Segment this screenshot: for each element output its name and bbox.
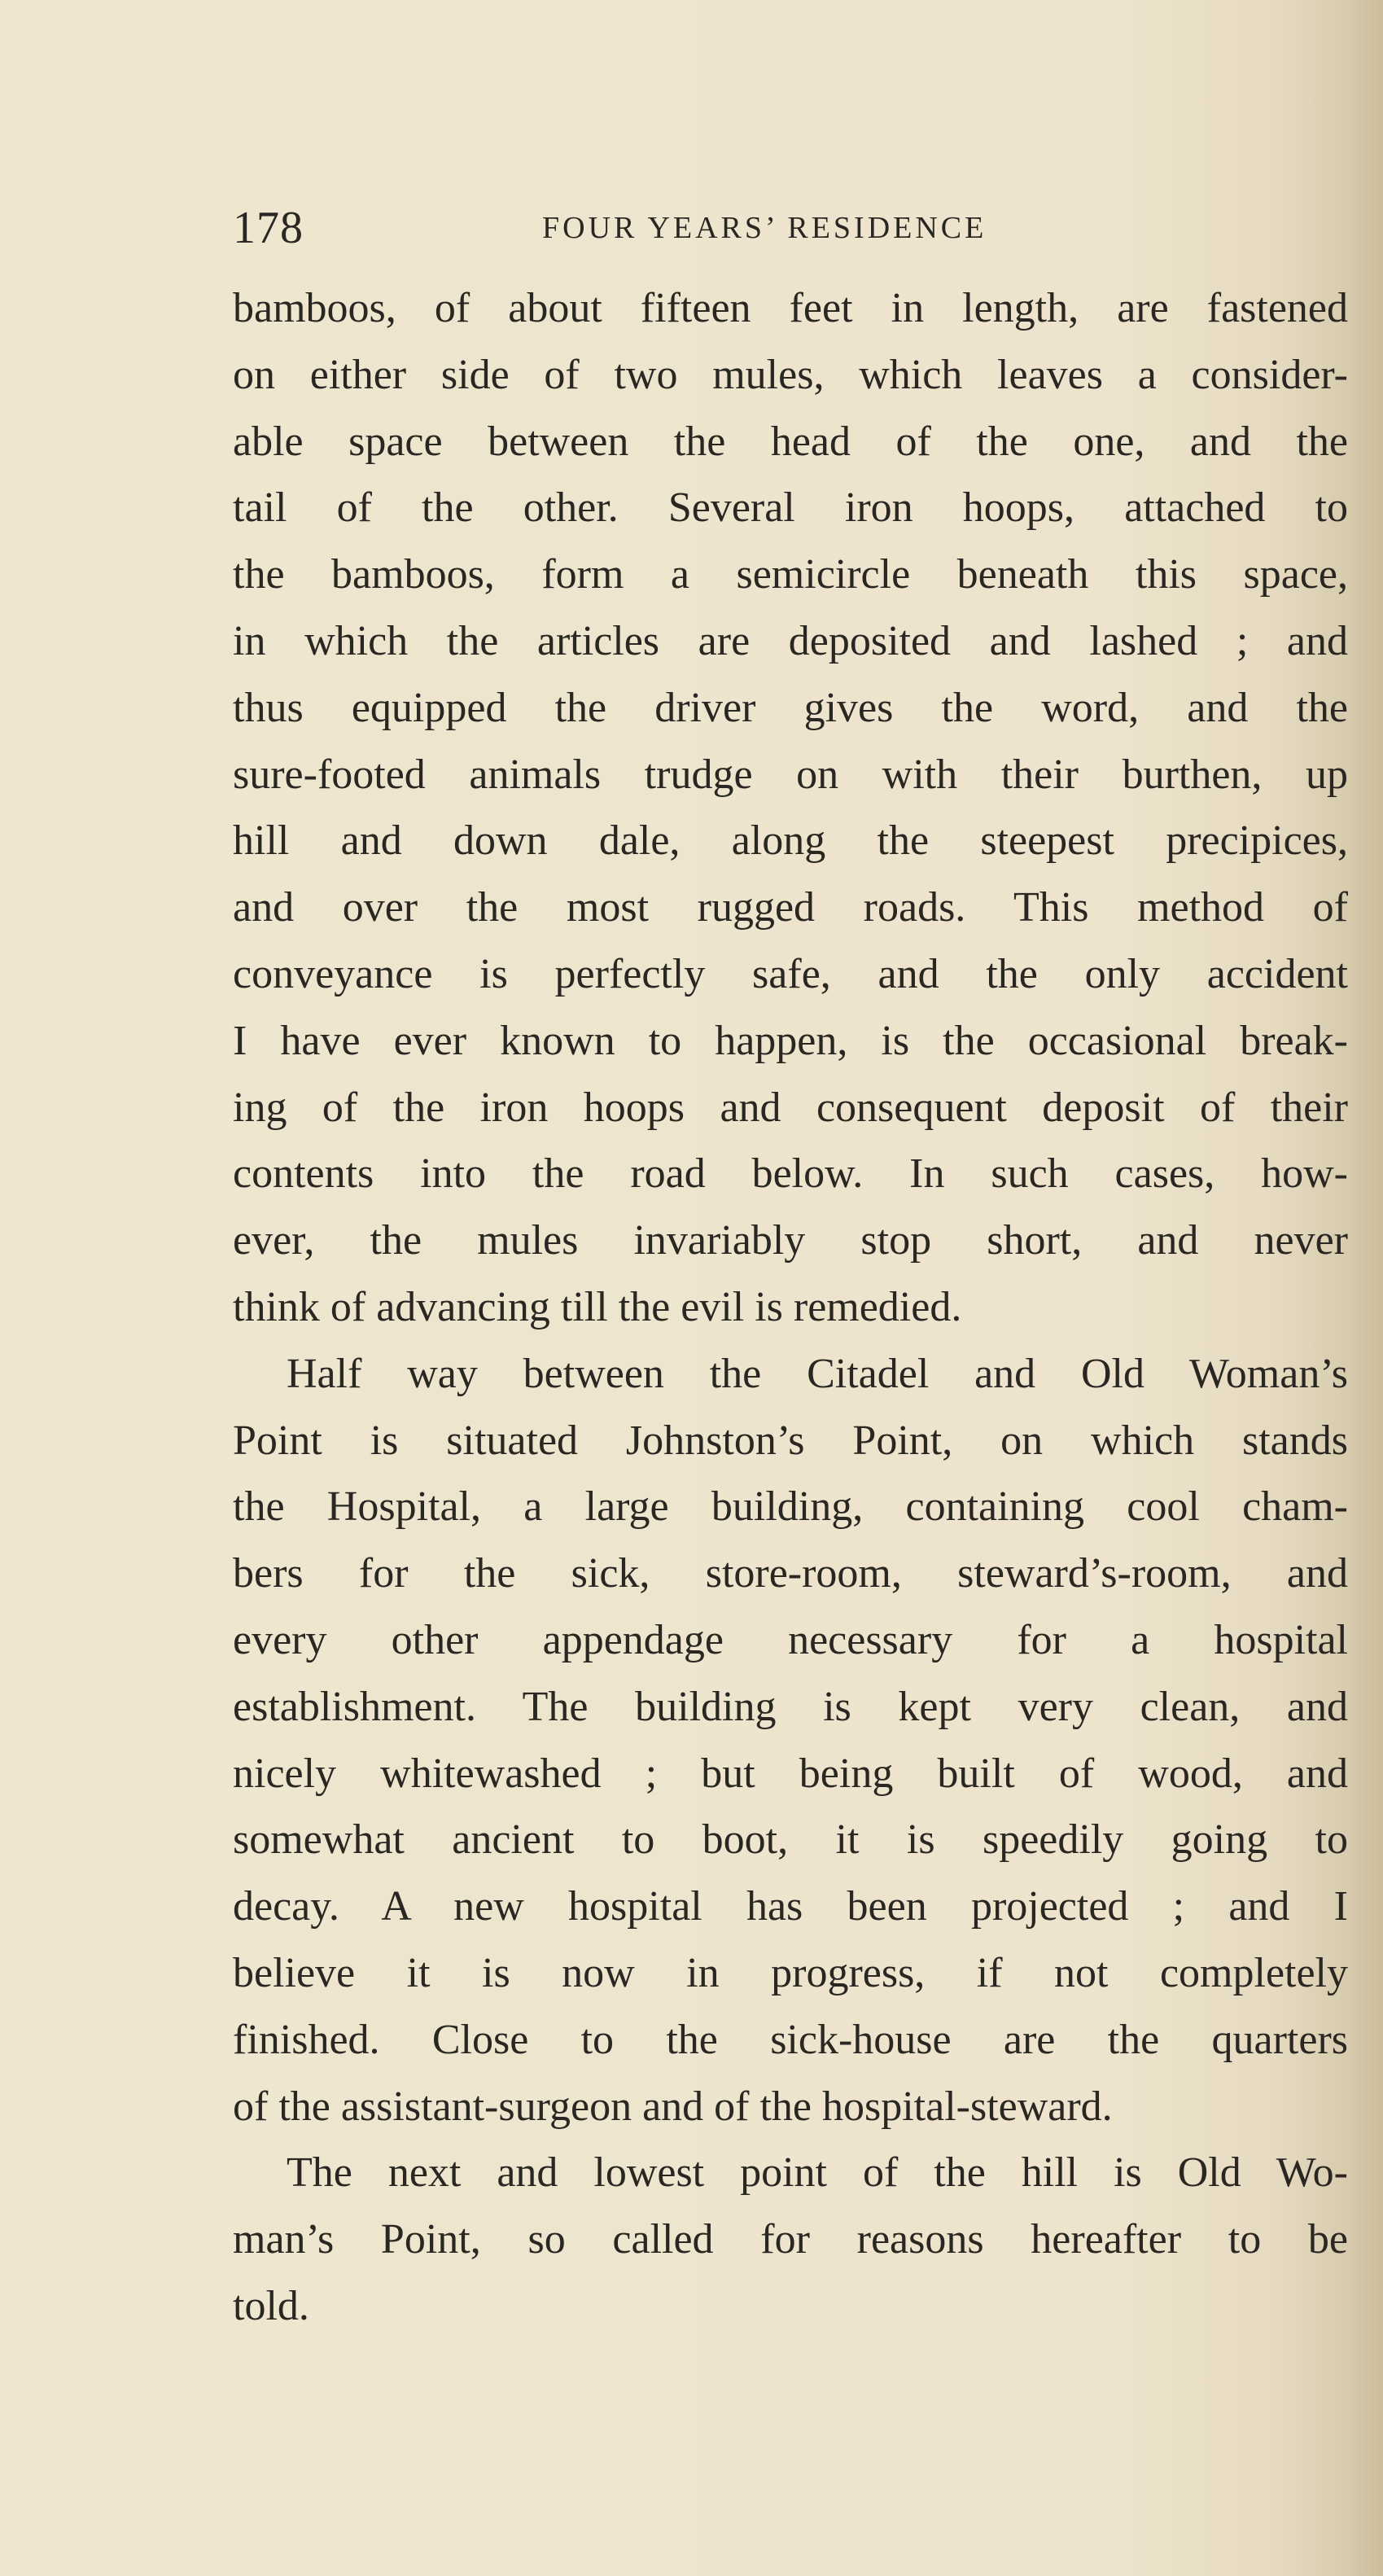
page-body-text (233, 275, 1348, 2340)
text-line: ing of the iron hoops and consequent deposit of their (233, 1084, 1348, 1131)
text-line: decay. A new hospital has been projected ; and I (233, 1883, 1348, 1930)
text-line: sure-footed animals trudge on with their burthen, up (233, 751, 1348, 798)
text-line: every other appendage necessary for a hospital (233, 1616, 1348, 1663)
page-number: 178 (233, 203, 304, 253)
text-line: the bamboos, form a semicircle beneath this space, (233, 551, 1348, 598)
text-line: in which the articles are deposited and lashed ; and (233, 617, 1348, 664)
text-line: Point is situated Johnston’s Point, on which stands (233, 1417, 1348, 1464)
text-line: contents into the road below. In such cases, how- (233, 1150, 1348, 1198)
text-line: man’s Point, so called for reasons hereafter to be (233, 2216, 1348, 2263)
paragraph-end-line: of the assistant-surgeon and of the hospital-steward. (233, 2083, 1113, 2130)
text-line: believe it is now in progress, if not completely (233, 1949, 1348, 1996)
text-line: the Hospital, a large building, containing cool cham- (233, 1483, 1348, 1531)
paragraph-start-line: The next and lowest point of the hill is Old Wo- (287, 2149, 1348, 2197)
text-line: somewhat ancient to boot, it is speedily going to (233, 1816, 1348, 1864)
text-line: ever, the mules invariably stop short, and never (233, 1217, 1348, 1264)
text-line: and over the most rugged roads. This method of (233, 884, 1348, 931)
text-line: establishment. The building is kept very clean, and (233, 1683, 1348, 1730)
text-line: conveyance is perfectly safe, and the only accident (233, 950, 1348, 997)
running-head: FOUR YEARS’ RESIDENCE (542, 211, 987, 245)
text-line: I have ever known to happen, is the occasional break- (233, 1017, 1348, 1064)
text-line: on either side of two mules, which leaves a consider- (233, 351, 1348, 398)
page-header (233, 195, 1340, 261)
text-line: bamboos, of about fifteen feet in length, are fastened (233, 285, 1348, 331)
paragraph-end-line: think of advancing till the evil is remedied. (233, 1283, 962, 1330)
text-line: nicely whitewashed ; but being built of wood, and (233, 1750, 1348, 1797)
paragraph-start-line: Half way between the Citadel and Old Woman’s (287, 1350, 1348, 1397)
paragraph-end-line: told. (233, 2282, 309, 2329)
text-line: able space between the head of the one, and the (233, 418, 1348, 465)
text-line: bers for the sick, store-room, steward’s-room, and (233, 1550, 1348, 1597)
text-line: hill and down dale, along the steepest precipices, (233, 817, 1348, 865)
text-line: tail of the other. Several iron hoops, attached to (233, 484, 1348, 532)
text-line: finished. Close to the sick-house are the quarters (233, 2016, 1348, 2063)
text-line: thus equipped the driver gives the word, and the (233, 684, 1348, 731)
